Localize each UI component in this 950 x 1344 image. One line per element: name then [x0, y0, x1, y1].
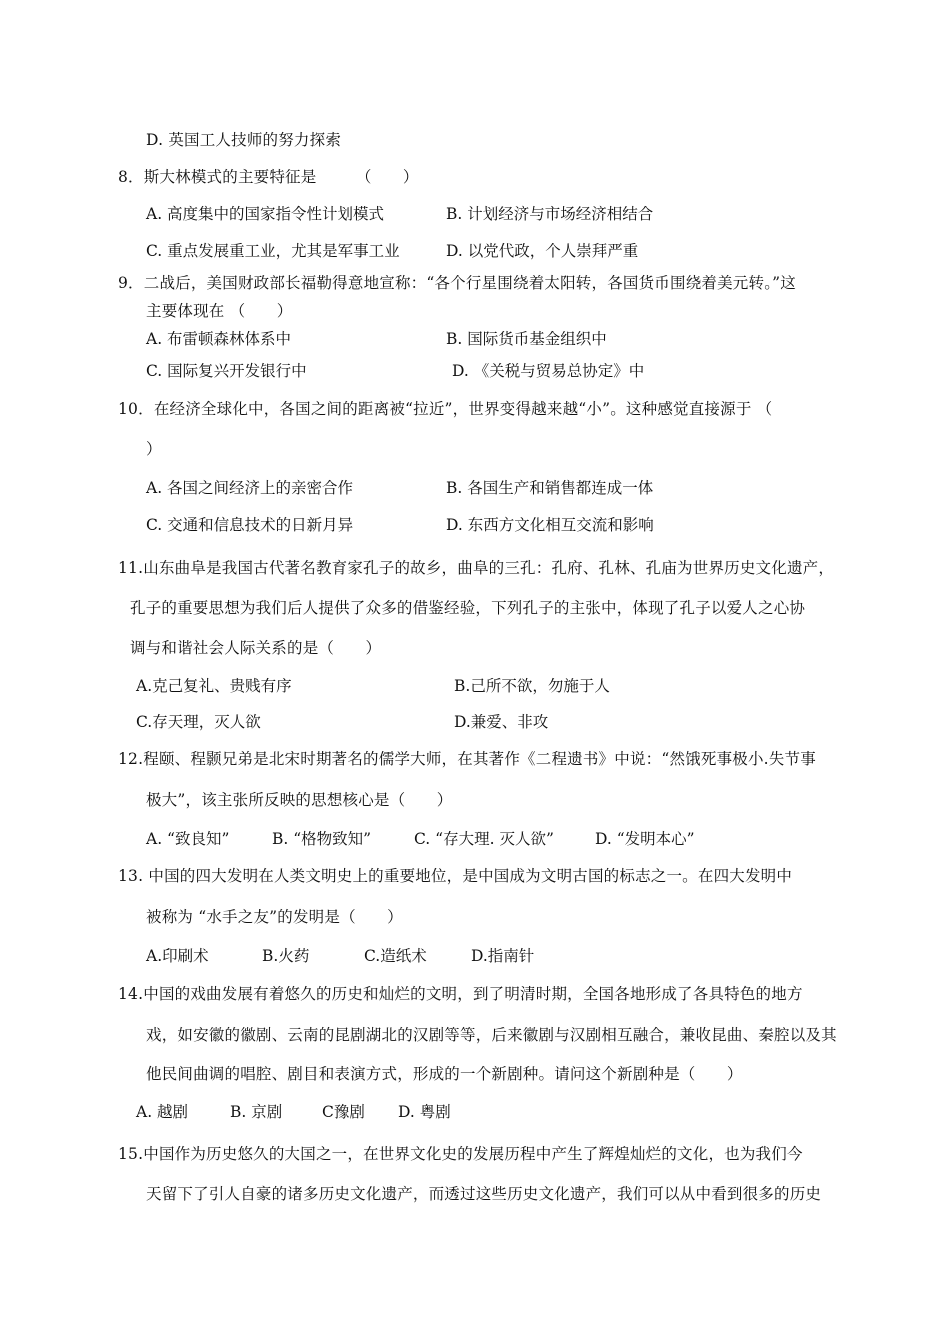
q13-stem-line1: 13. 中国的四大发明在人类文明史上的重要地位，是中国成为文明古国的标志之一。在四大发明中	[118, 867, 793, 885]
q7-option-d: D. 英国工人技师的努力探索	[146, 131, 342, 149]
q11-options-row2	[136, 712, 936, 732]
q8-option-b: B. 计划经济与市场经济相结合	[446, 205, 654, 223]
q13-option-d: D.指南针	[471, 947, 535, 965]
q11-option-a: A.克己复礼、贵贱有序	[136, 677, 292, 695]
q9-options-row1	[146, 329, 946, 349]
q9-stem-line2: 主要体现在 （ ）	[146, 302, 293, 320]
q10-stem-line2: ）	[146, 440, 162, 458]
q10-option-c: C. 交通和信息技术的日新月异	[146, 516, 354, 534]
q14-stem-line2: 戏，如安徽的徽剧、云南的昆剧湖北的汉剧等等，后来徽剧与汉剧相互融合，兼收昆曲、秦腔以及其	[146, 1026, 837, 1044]
q9-option-c: C. 国际复兴开发银行中	[146, 362, 307, 380]
q8-option-a: A. 高度集中的国家指令性计划模式	[146, 205, 385, 223]
q11-stem-line1: 11.山东曲阜是我国古代著名教育家孔子的故乡，曲阜的三孔：孔府、孔林、孔庙为世界历史文化遗产，	[118, 559, 835, 577]
q11-stem-line3: 调与和谐社会人际关系的是（ ）	[130, 639, 382, 657]
q12-options-row	[146, 829, 946, 849]
q15-stem-line1: 15.中国作为历史悠久的大国之一，在世界文化史的发展历程中产生了辉煌灿烂的文化，也为我们今	[118, 1145, 803, 1163]
q14-option-c: C豫剧	[322, 1103, 365, 1121]
q9-stem-line1: 9．二战后，美国财政部长福勒得意地宣称：“各个行星围绕着太阳转，各国货币围绕着美元转。”这	[118, 274, 796, 292]
q10-options-row1	[146, 478, 946, 498]
q15-stem-line2: 天留下了引人自豪的诸多历史文化遗产，而透过这些历史文化遗产，我们可以从中看到很多的历史	[146, 1185, 822, 1203]
q14-stem-line1: 14.中国的戏曲发展有着悠久的历史和灿烂的文明，到了明清时期，全国各地形成了各具特色的地方	[118, 985, 803, 1003]
q14-options-row	[136, 1102, 936, 1122]
q14-option-a: A. 越剧	[136, 1103, 189, 1121]
q11-option-b: B.己所不欲，勿施于人	[454, 677, 610, 695]
q12-stem-line1: 12.程颐、程颢兄弟是北宋时期著名的儒学大师，在其著作《二程遗书》中说：“然饿死事极小.失节事	[118, 750, 816, 768]
q12-option-b: B. “格物致知”	[272, 830, 372, 848]
q11-stem-line2: 孔子的重要思想为我们后人提供了众多的借鉴经验，下列孔子的主张中，体现了孔子以爱人之心协	[130, 599, 806, 617]
q8-options-row1	[146, 204, 946, 224]
q8-stem: 8．斯大林模式的主要特征是 （ ）	[118, 168, 419, 186]
q9-option-a: A. 布雷顿森林体系中	[146, 330, 292, 348]
q13-option-b: B.火药	[262, 947, 310, 965]
q13-option-a: A.印刷术	[146, 947, 209, 965]
q10-option-d: D. 东西方文化相互交流和影响	[446, 516, 654, 534]
q10-option-b: B. 各国生产和销售都连成一体	[446, 479, 654, 497]
q10-stem-line1: 10．在经济全球化中，各国之间的距离被“拉近”，世界变得越来越“小”。这种感觉直接源于 （	[118, 400, 773, 418]
q14-stem-line3: 他民间曲调的唱腔、剧目和表演方式，形成的一个新剧种。请问这个新剧种是（ ）	[146, 1065, 743, 1083]
q8-option-c: C. 重点发展重工业，尤其是军事工业	[146, 242, 400, 260]
q10-option-a: A. 各国之间经济上的亲密合作	[146, 479, 354, 497]
q9-option-d: D. 《关税与贸易总协定》中	[452, 362, 645, 380]
q8-options-row2	[146, 241, 946, 261]
q11-option-c: C.存天理，灭人欲	[136, 713, 261, 731]
q14-option-b: B. 京剧	[230, 1103, 283, 1121]
q8-option-d: D. 以党代政，个人崇拜严重	[446, 242, 639, 260]
q11-option-d: D.兼爱、非攻	[454, 713, 549, 731]
q13-options-row	[146, 946, 946, 966]
q12-option-d: D. “发明本心”	[595, 830, 695, 848]
q11-options-row1	[136, 676, 936, 696]
q13-option-c: C.造纸术	[364, 947, 427, 965]
q9-option-b: B. 国际货币基金组织中	[446, 330, 607, 348]
q9-options-row2	[146, 361, 946, 381]
q14-option-d: D. 粤剧	[398, 1103, 451, 1121]
q12-option-a: A. “致良知”	[146, 830, 230, 848]
q12-stem-line2: 极大”，该主张所反映的思想核心是（ ）	[146, 791, 453, 809]
q13-stem-line2: 被称为 “水手之友”的发明是（ ）	[146, 908, 403, 926]
q12-option-c: C. “存大理. 灭人欲”	[414, 830, 554, 848]
q10-options-row2	[146, 515, 946, 535]
